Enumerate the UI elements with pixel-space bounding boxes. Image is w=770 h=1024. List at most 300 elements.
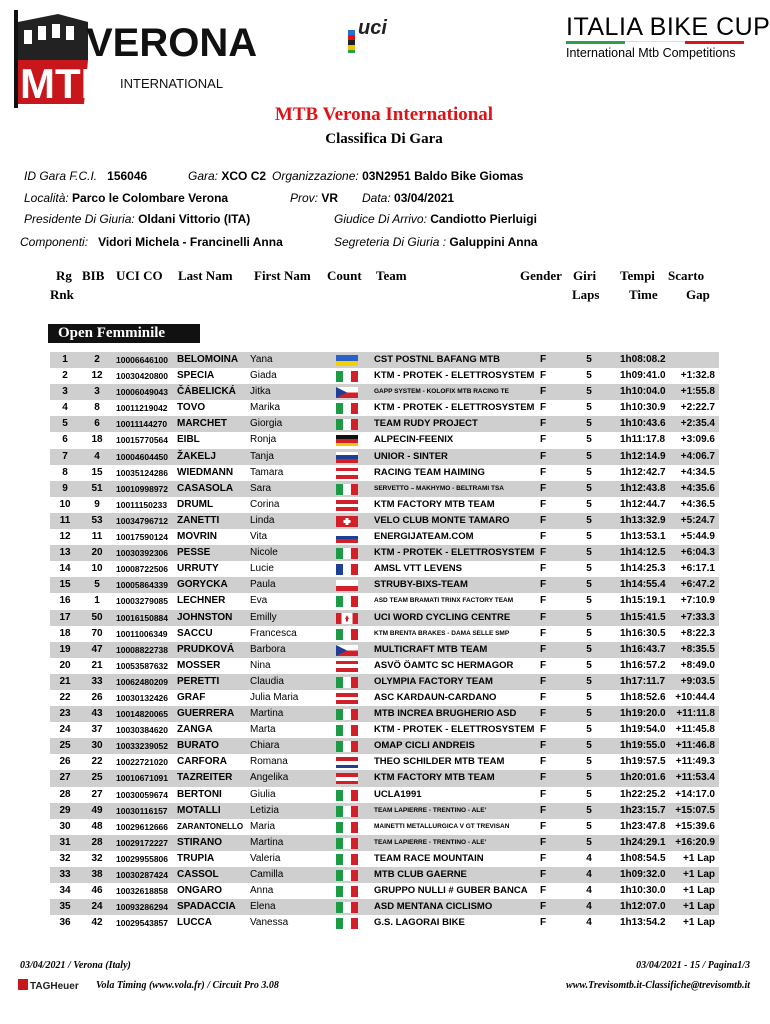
- gap-cell: +4:36.5: [680, 498, 715, 510]
- table-row: [50, 642, 719, 658]
- last-name-cell: LUCCA: [177, 917, 212, 929]
- gap-cell: +8:22.3: [680, 627, 715, 639]
- country-flag: [336, 645, 358, 656]
- first-name-cell: Nina: [250, 659, 271, 671]
- laps-cell: 5: [586, 386, 592, 398]
- rank-cell: 19: [59, 643, 71, 655]
- team-cell: ENERGIJATEAM.COM: [374, 531, 474, 543]
- team-cell: TEAM LAPIERRE - TRENTINO - ALE': [374, 838, 487, 846]
- last-name-cell: MOTALLI: [177, 804, 221, 816]
- country-flag: [336, 403, 358, 414]
- time-cell: 1h08:54.5: [620, 852, 666, 864]
- country-flag: [336, 806, 358, 817]
- gap-cell: +2:22.7: [680, 402, 715, 414]
- rank-cell: 21: [59, 675, 71, 687]
- gap-cell: +10:44.4: [675, 691, 715, 703]
- table-row: [50, 561, 719, 577]
- rank-cell: 26: [59, 756, 71, 768]
- table-row: [50, 529, 719, 545]
- rank-cell: 4: [62, 402, 68, 414]
- gender-cell: F: [540, 901, 547, 913]
- first-name-cell: Giorgia: [250, 418, 283, 430]
- uci-code-cell: 10006646100: [116, 355, 169, 365]
- last-name-cell: TOVO: [177, 402, 206, 414]
- time-cell: 1h24:29.1: [620, 836, 666, 848]
- first-name-cell: Francesca: [250, 627, 297, 639]
- bib-cell: 15: [91, 466, 103, 478]
- team-cell: RACING TEAM HAIMING: [374, 466, 485, 478]
- flag-ita-icon: [336, 902, 358, 913]
- bib-cell: 9: [94, 498, 100, 510]
- bib-cell: 42: [91, 917, 103, 929]
- uci-code-cell: 10010671091: [116, 773, 169, 784]
- uci-code-cell: 10034796712: [116, 515, 169, 526]
- time-cell: 1h10:30.0: [620, 885, 666, 897]
- first-name-cell: Emilly: [250, 611, 277, 623]
- rank-cell: 25: [59, 740, 71, 752]
- time-cell: 1h13:53.1: [620, 531, 666, 543]
- country-flag: [336, 419, 358, 430]
- team-cell: SERVETTO – MAKHYMO - BELTRAMI TSA: [374, 484, 505, 492]
- time-cell: 1h23:47.8: [620, 820, 666, 832]
- bib-cell: 4: [94, 450, 100, 462]
- col-scarto: Scarto: [668, 268, 705, 283]
- team-cell: ALPECIN-FEENIX: [374, 434, 454, 446]
- first-name-cell: Marika: [250, 402, 281, 414]
- table-row: [50, 432, 719, 448]
- flag-ita-icon: [336, 371, 358, 382]
- flag-pol-icon: [336, 580, 358, 591]
- team-cell: ASVÖ ÖAMTC SC HERMAGOR: [374, 659, 514, 671]
- country-flag: [336, 468, 358, 479]
- first-name-cell: Martina: [250, 708, 284, 720]
- uci-code-cell: 10008722506: [116, 564, 169, 575]
- gap-cell: +7:33.3: [680, 611, 715, 623]
- team-cell: OMAP CICLI ANDREIS: [374, 740, 475, 752]
- gap-cell: +15:39.6: [675, 820, 715, 832]
- gender-cell: F: [540, 756, 547, 768]
- country-flag: [336, 516, 358, 527]
- time-cell: 1h18:52.6: [620, 691, 666, 703]
- table-row: [50, 400, 719, 416]
- rank-cell: 36: [59, 917, 71, 929]
- team-cell: KTM FACTORY MTB TEAM: [374, 772, 495, 784]
- flag-cze-icon: [336, 645, 358, 656]
- country-flag: [336, 355, 358, 366]
- last-name-cell: STIRANO: [177, 836, 222, 848]
- gender-cell: F: [540, 354, 547, 365]
- country-flag: [336, 886, 358, 897]
- bib-cell: 49: [91, 804, 103, 816]
- col-rg: Rg: [56, 268, 72, 283]
- team-cell: KTM FACTORY MTB TEAM: [374, 498, 495, 510]
- laps-cell: 5: [586, 466, 592, 478]
- gap-cell: +6:47.2: [680, 579, 715, 591]
- col-laps: Laps: [572, 287, 600, 302]
- gap-cell: +1:55.8: [680, 386, 715, 398]
- bib-cell: 50: [91, 611, 103, 623]
- team-cell: KTM BRENTA BRAKES - DAMA SELLE SMP: [374, 629, 510, 637]
- flag-ita-icon: [336, 822, 358, 833]
- flag-ita-icon: [336, 854, 358, 865]
- team-cell: UCLA1991: [374, 788, 422, 800]
- country-flag: [336, 500, 358, 511]
- laps-cell: 5: [586, 498, 592, 510]
- table-row: [50, 384, 719, 400]
- verona-mtb-logo: [14, 10, 258, 108]
- info-giudice: Giudice Di Arrivo: Candiotto Pierluigi: [334, 212, 537, 226]
- rank-cell: 34: [59, 885, 71, 897]
- first-name-cell: Camilla: [250, 869, 284, 880]
- rank-cell: 33: [59, 869, 71, 880]
- uci-code-cell: 10008822738: [116, 644, 169, 655]
- gap-cell: +3:09.6: [680, 434, 715, 446]
- gap-cell: +9:03.5: [680, 675, 715, 687]
- laps-cell: 5: [586, 820, 592, 832]
- time-cell: 1h20:01.6: [620, 772, 666, 784]
- col-bib: BIB: [82, 268, 105, 283]
- gender-cell: F: [540, 772, 547, 784]
- rank-cell: 29: [59, 804, 71, 816]
- rank-cell: 12: [59, 531, 71, 543]
- gap-cell: +11:46.8: [675, 740, 715, 752]
- flag-aut-icon: [336, 661, 358, 672]
- gap-cell: +2:35.4: [680, 418, 715, 430]
- first-name-cell: Romana: [250, 756, 288, 768]
- team-cell: OLYMPIA FACTORY TEAM: [374, 675, 493, 687]
- table-row: [50, 835, 719, 851]
- laps-cell: 5: [586, 836, 592, 848]
- time-cell: 1h12:07.0: [620, 901, 666, 913]
- col-time: Time: [629, 287, 658, 302]
- gap-cell: +16:20.9: [675, 836, 715, 848]
- col-uci: UCI CO: [116, 268, 163, 283]
- page-title: MTB Verona International: [274, 104, 494, 125]
- table-row: [50, 899, 719, 915]
- time-cell: 1h13:54.2: [620, 917, 666, 929]
- table-row: [50, 545, 719, 561]
- flag-ita-icon: [336, 838, 358, 849]
- last-name-cell: JOHNSTON: [177, 611, 233, 623]
- gap-cell: +1 Lap: [683, 901, 715, 913]
- results-table: [50, 352, 719, 931]
- gender-cell: F: [540, 788, 547, 800]
- rank-cell: 14: [59, 563, 71, 575]
- first-name-cell: Yana: [250, 354, 273, 365]
- flag-ita-icon: [336, 725, 358, 736]
- category-label: Open Femminile: [48, 324, 200, 343]
- rank-cell: 22: [59, 691, 71, 703]
- country-flag: [336, 725, 358, 736]
- rank-cell: 1: [62, 354, 68, 365]
- time-cell: 1h14:25.3: [620, 563, 666, 575]
- country-flag: [336, 661, 358, 672]
- col-tempi: Tempi: [620, 268, 655, 283]
- first-name-cell: Julia Maria: [250, 691, 299, 703]
- laps-cell: 5: [586, 450, 592, 462]
- last-name-cell: GUERRERA: [177, 708, 235, 720]
- first-name-cell: Giada: [250, 370, 277, 382]
- country-flag: [336, 484, 358, 495]
- last-name-cell: WIEDMANN: [177, 466, 234, 478]
- last-name-cell: ŽAKELJ: [177, 450, 216, 462]
- last-name-cell: PERETTI: [177, 675, 220, 687]
- svg-text:TAGHeuer: TAGHeuer: [30, 981, 79, 992]
- country-flag: [336, 548, 358, 559]
- table-row: [50, 690, 719, 706]
- flag-fra-icon: [336, 564, 358, 575]
- flag-ita-icon: [336, 806, 358, 817]
- last-name-cell: PESSE: [177, 547, 211, 559]
- gap-cell: +1:32.8: [680, 370, 715, 382]
- laps-cell: 5: [586, 756, 592, 768]
- svg-text:INTERNATIONAL: INTERNATIONAL: [120, 76, 224, 91]
- team-cell: UNIOR - SINTER: [374, 450, 448, 462]
- uci-code-cell: 10033239052: [116, 741, 169, 752]
- gender-cell: F: [540, 547, 547, 559]
- rank-cell: 7: [62, 450, 68, 462]
- rank-cell: 24: [59, 724, 71, 736]
- rank-cell: 5: [62, 418, 68, 430]
- time-cell: 1h11:17.8: [620, 434, 666, 446]
- uci-code-cell: 10030420800: [116, 371, 169, 382]
- col-country: Count: [327, 268, 362, 283]
- team-cell: UCI WORD CYCLING CENTRE: [374, 611, 511, 623]
- rank-cell: 20: [59, 659, 71, 671]
- gender-cell: F: [540, 643, 547, 655]
- table-row: [50, 626, 719, 642]
- info-componenti: Componenti: Vidori Michela - Francinelli Anna: [20, 235, 283, 249]
- first-name-cell: Angelika: [250, 772, 289, 784]
- uci-code-cell: 10022721020: [116, 757, 169, 768]
- team-cell: KTM - PROTEK - ELETTROSYSTEM: [374, 547, 535, 559]
- laps-cell: 4: [586, 885, 592, 897]
- laps-cell: 5: [586, 627, 592, 639]
- rank-cell: 18: [59, 627, 71, 639]
- bib-cell: 38: [91, 869, 103, 880]
- team-cell: TEAM RUDY PROJECT: [374, 418, 478, 430]
- team-cell: VELO CLUB MONTE TAMARO: [374, 514, 510, 526]
- uci-code-cell: 10011144270: [116, 419, 168, 430]
- rank-cell: 6: [62, 434, 68, 446]
- uci-code-cell: 10004604450: [116, 451, 169, 462]
- table-row: [50, 416, 719, 432]
- bib-cell: 10: [91, 563, 103, 575]
- time-cell: 1h12:42.7: [620, 466, 666, 478]
- first-name-cell: Giulia: [250, 788, 276, 800]
- team-cell: MTB INCREA BRUGHERIO ASD: [374, 708, 517, 720]
- rank-cell: 2: [62, 370, 68, 382]
- last-name-cell: BURATO: [177, 740, 219, 752]
- uci-code-cell: 10029172227: [116, 837, 169, 848]
- time-cell: 1h15:19.1: [620, 595, 666, 607]
- info-organizzazione: Organizzazione: 03N2951 Baldo Bike Giomas: [272, 169, 524, 183]
- rank-cell: 32: [59, 852, 71, 864]
- team-cell: KTM - PROTEK - ELETTROSYSTEM: [374, 724, 535, 736]
- flag-slo-icon: [336, 532, 358, 543]
- col-first: First Nam: [254, 268, 311, 283]
- table-row: [50, 352, 719, 368]
- uci-code-cell: 10015770564: [116, 435, 169, 446]
- rank-cell: 13: [59, 547, 71, 559]
- gender-cell: F: [540, 482, 547, 494]
- table-row: [50, 674, 719, 690]
- team-cell: GAPP SYSTEM - KOLOFIX MTB RACING TE: [374, 388, 509, 396]
- tag-heuer-logo: [18, 978, 88, 992]
- svg-text:MTB: MTB: [20, 60, 111, 107]
- footer-page: 03/04/2021 - 15 / Pagina1/3: [636, 960, 750, 971]
- gender-cell: F: [540, 804, 547, 816]
- table-row: [50, 738, 719, 754]
- first-name-cell: Jitka: [250, 386, 271, 398]
- flag-ita-icon: [336, 709, 358, 720]
- gender-cell: F: [540, 579, 547, 591]
- first-name-cell: Ronja: [250, 434, 277, 446]
- last-name-cell: TAZREITER: [177, 772, 233, 784]
- country-flag: [336, 677, 358, 688]
- uci-code-cell: 10005864339: [116, 580, 169, 591]
- bib-cell: 5: [94, 579, 100, 591]
- team-cell: GRUPPO NULLI # GUBER BANCA: [374, 885, 528, 897]
- laps-cell: 5: [586, 675, 592, 687]
- gender-cell: F: [540, 724, 547, 736]
- country-flag: [336, 757, 358, 768]
- time-cell: 1h16:43.7: [620, 643, 666, 655]
- flag-can-icon: [336, 613, 358, 624]
- country-flag: [336, 838, 358, 849]
- time-cell: 1h13:32.9: [620, 514, 666, 526]
- country-flag: [336, 790, 358, 801]
- bib-cell: 6: [94, 418, 100, 430]
- team-cell: CST POSTNL BAFANG MTB: [374, 354, 500, 365]
- country-flag: [336, 854, 358, 865]
- time-cell: 1h19:20.0: [620, 708, 666, 720]
- laps-cell: 5: [586, 370, 592, 382]
- flag-ita-icon: [336, 741, 358, 752]
- team-cell: AMSL VTT LEVENS: [374, 563, 462, 575]
- last-name-cell: CASASOLA: [177, 482, 234, 494]
- bib-cell: 22: [91, 756, 103, 768]
- first-name-cell: Tanja: [250, 450, 274, 462]
- uci-logo: [346, 14, 408, 54]
- country-flag: [336, 596, 358, 607]
- laps-cell: 4: [586, 869, 592, 880]
- gap-cell: +7:10.9: [680, 595, 715, 607]
- country-flag: [336, 387, 358, 398]
- rank-cell: 31: [59, 836, 71, 848]
- gender-cell: F: [540, 514, 547, 526]
- gender-cell: F: [540, 595, 547, 607]
- gender-cell: F: [540, 675, 547, 687]
- flag-aut-icon: [336, 468, 358, 479]
- flag-ned-icon: [336, 757, 358, 768]
- gender-cell: F: [540, 659, 547, 671]
- first-name-cell: Chiara: [250, 740, 280, 752]
- time-cell: 1h10:43.6: [620, 418, 666, 430]
- laps-cell: 5: [586, 659, 592, 671]
- table-row: [50, 787, 719, 803]
- first-name-cell: Paula: [250, 579, 276, 591]
- rank-cell: 28: [59, 788, 71, 800]
- uci-code-cell: 10030384620: [116, 725, 169, 736]
- first-name-cell: Lucie: [250, 563, 274, 575]
- time-cell: 1h19:57.5: [620, 756, 666, 768]
- bib-cell: 48: [91, 820, 103, 832]
- flag-ita-icon: [336, 484, 358, 495]
- team-cell: TEAM RACE MOUNTAIN: [374, 852, 484, 864]
- last-name-cell: SPADACCIA: [177, 901, 236, 913]
- gender-cell: F: [540, 531, 547, 543]
- gap-cell: +6:04.3: [680, 547, 715, 559]
- last-name-cell: ZANGA: [177, 724, 213, 736]
- gender-cell: F: [540, 836, 547, 848]
- gap-cell: +5:24.7: [680, 514, 715, 526]
- rank-cell: 15: [59, 579, 71, 591]
- uci-code-cell: 10006049043: [116, 387, 169, 398]
- bib-cell: 18: [91, 434, 103, 446]
- info-segreteria: Segreteria Di Giuria : Galuppini Anna: [334, 235, 538, 249]
- country-flag: [336, 902, 358, 913]
- first-name-cell: Maria: [250, 820, 276, 832]
- info-localita: Località: Parco le Colombare Verona: [24, 191, 229, 205]
- first-name-cell: Tamara: [250, 466, 284, 478]
- gender-cell: F: [540, 370, 547, 382]
- table-row: [50, 754, 719, 770]
- footer-email: www.Trevisomtb.it-Classifiche@trevisomtb.it: [566, 980, 750, 991]
- country-flag: [336, 709, 358, 720]
- gender-cell: F: [540, 611, 547, 623]
- first-name-cell: Sara: [250, 482, 272, 494]
- italia-bike-cup-logo: ITALIA BIKE CUP International Mtb Competitions: [566, 13, 770, 60]
- gender-cell: F: [540, 820, 547, 832]
- table-row: [50, 497, 719, 513]
- uci-code-cell: 10032618858: [116, 886, 169, 897]
- gap-cell: +1 Lap: [683, 852, 715, 864]
- team-cell: TEAM LAPIERRE - TRENTINO - ALE': [374, 806, 487, 814]
- first-name-cell: Anna: [250, 885, 274, 897]
- first-name-cell: Elena: [250, 901, 276, 913]
- gap-cell: +8:49.0: [680, 659, 715, 671]
- col-last: Last Nam: [178, 268, 233, 283]
- laps-cell: 5: [586, 804, 592, 816]
- rank-cell: 9: [62, 482, 68, 494]
- time-cell: 1h23:15.7: [620, 804, 666, 816]
- rank-cell: 17: [59, 611, 71, 623]
- first-name-cell: Corina: [250, 498, 280, 510]
- info-prov: Prov: VR: [290, 191, 339, 205]
- info-presidente: Presidente Di Giuria: Oldani Vittorio (ITA): [24, 212, 251, 226]
- bib-cell: 51: [91, 482, 103, 494]
- gender-cell: F: [540, 917, 547, 929]
- gap-cell: +11:11.8: [676, 708, 715, 720]
- rank-cell: 30: [59, 820, 71, 832]
- time-cell: 1h19:55.0: [620, 740, 666, 752]
- gender-cell: F: [540, 418, 547, 430]
- country-flag: [336, 371, 358, 382]
- laps-cell: 5: [586, 595, 592, 607]
- bib-cell: 33: [91, 675, 103, 687]
- table-row: [50, 851, 719, 867]
- col-rnk: Rnk: [50, 287, 74, 302]
- table-row: [50, 593, 719, 609]
- bib-cell: 30: [91, 740, 103, 752]
- country-flag: [336, 613, 358, 624]
- uci-code-cell: 10030287424: [116, 870, 169, 880]
- last-name-cell: SACCU: [177, 627, 213, 639]
- table-row: [50, 513, 719, 529]
- table-row: [50, 465, 719, 481]
- table-row: [50, 368, 719, 384]
